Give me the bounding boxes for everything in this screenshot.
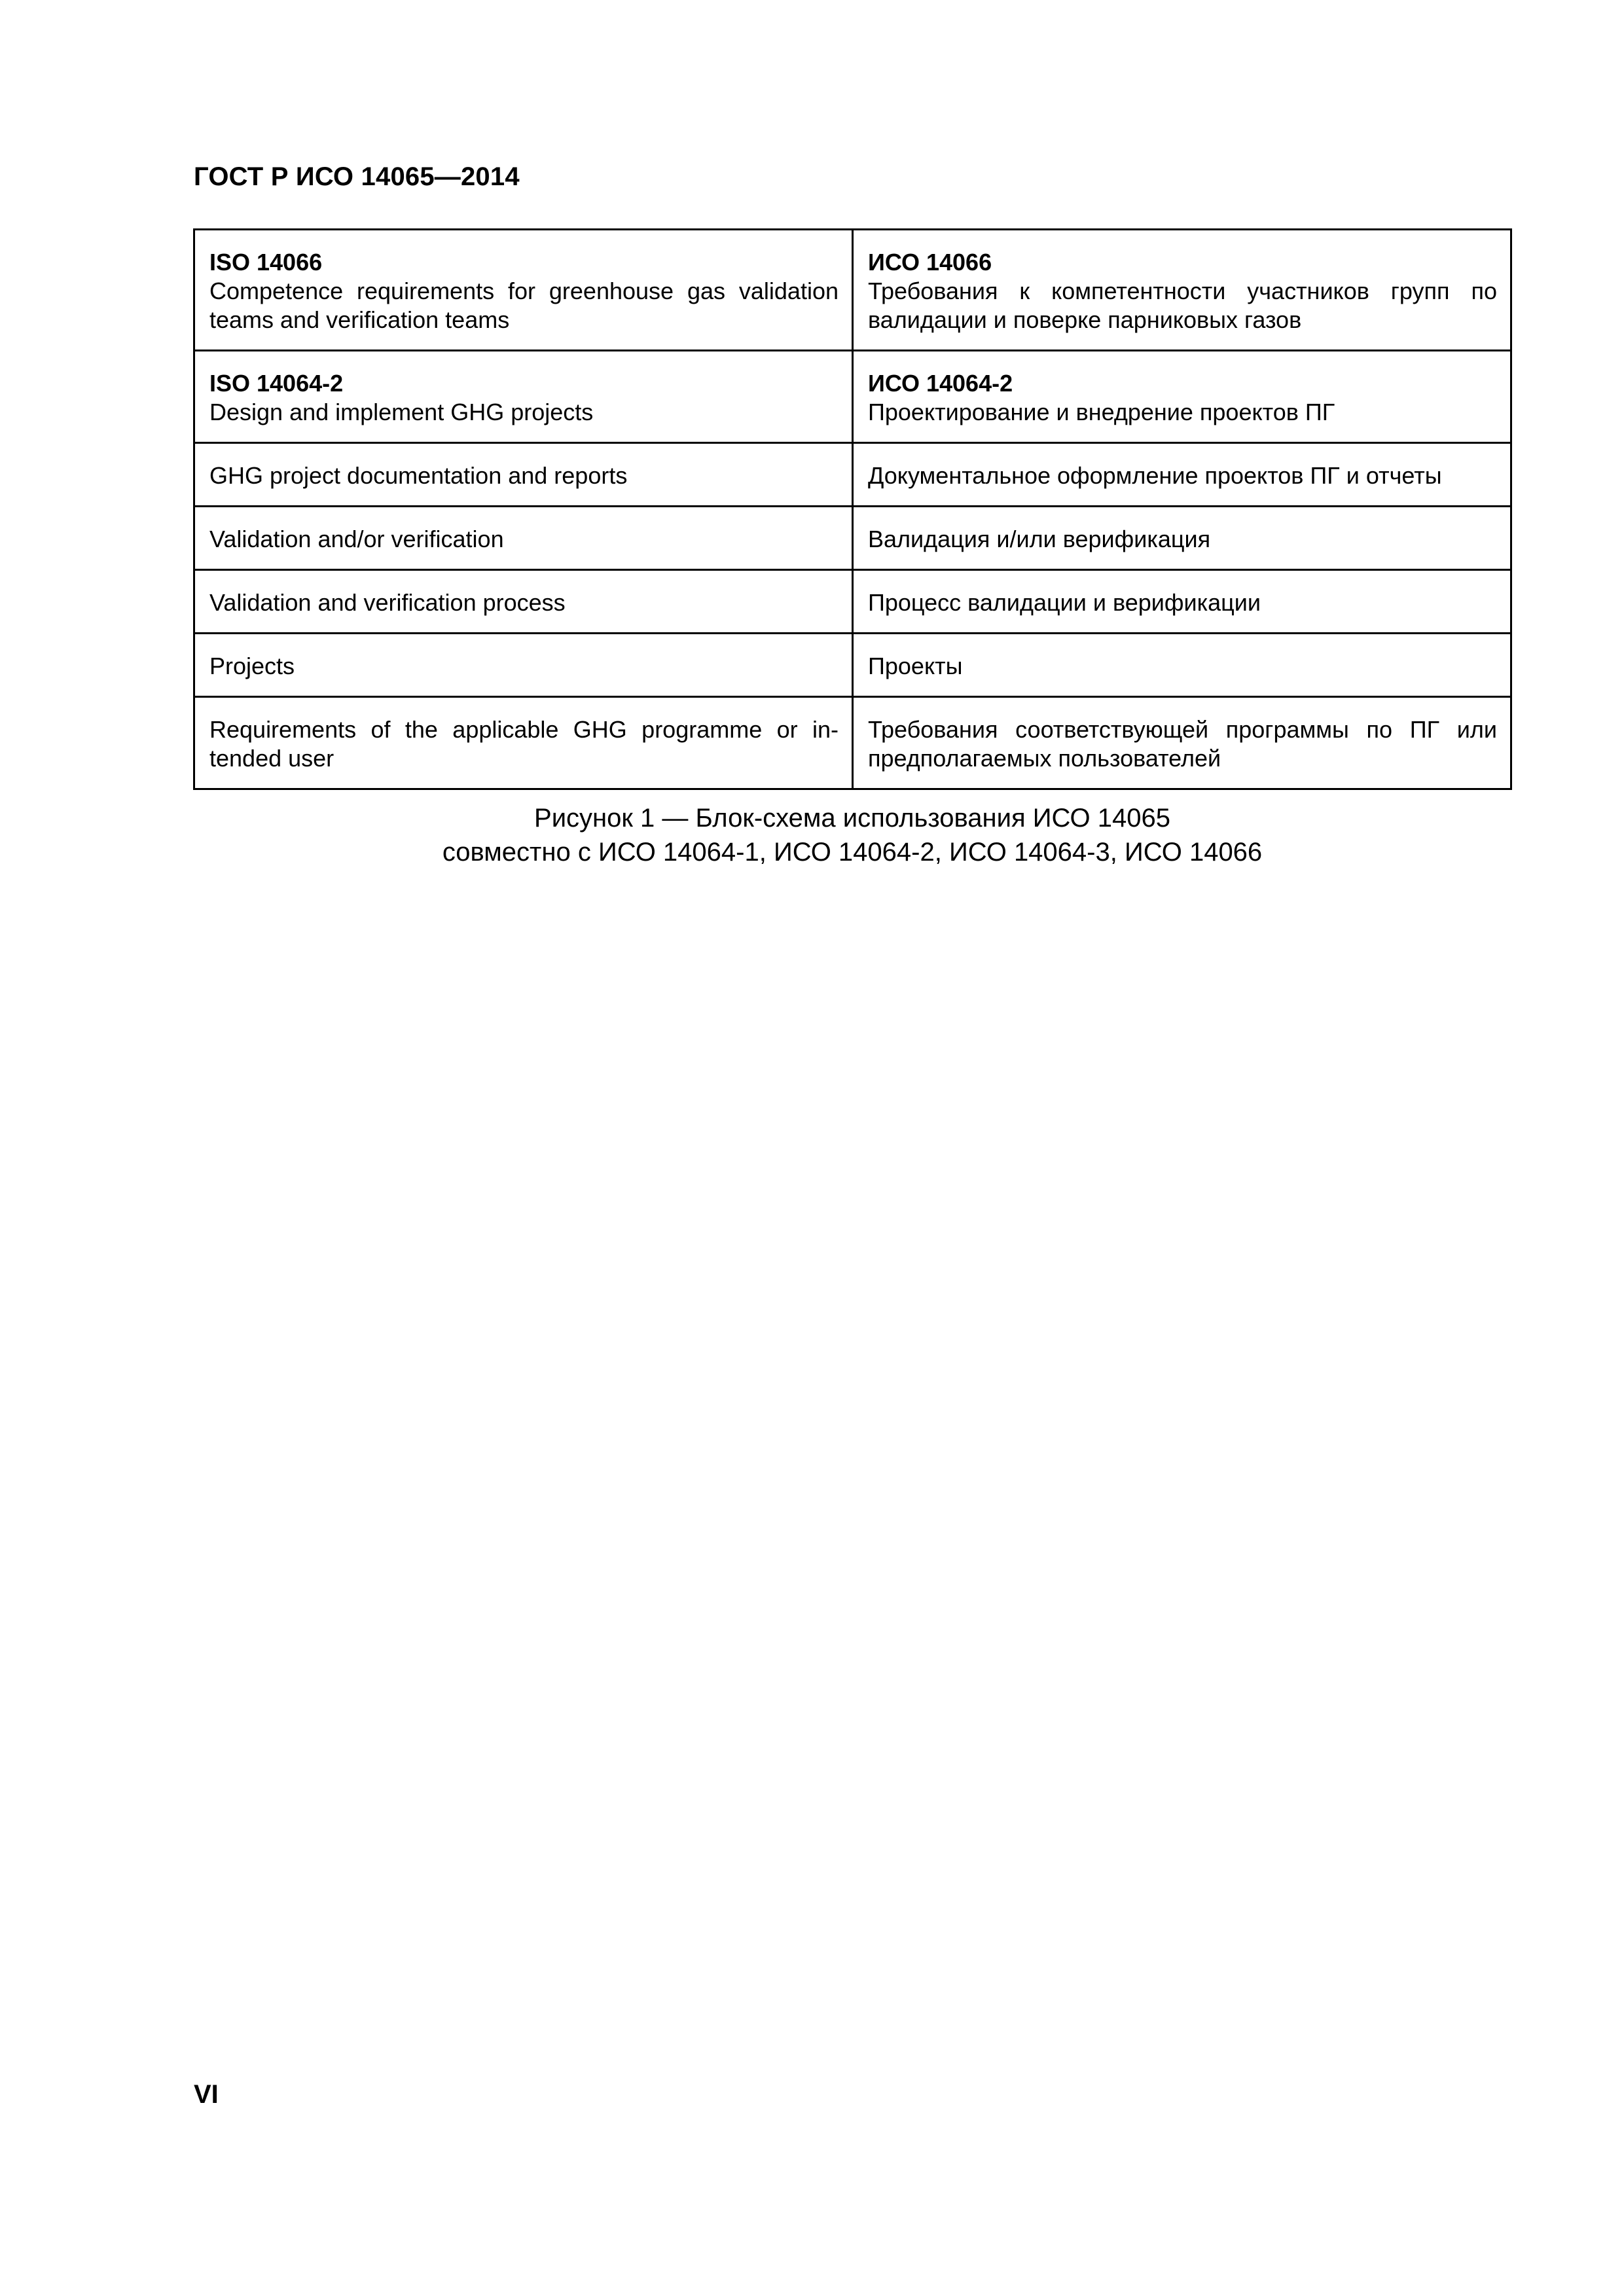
standard-code: ISO 14064-2: [209, 370, 344, 397]
term-text: GHG project documentation and reports: [209, 462, 628, 489]
term-text: Projects: [209, 653, 295, 679]
table-row: [194, 351, 1511, 443]
standard-code: ИСО 14064-2: [868, 370, 1013, 397]
english-cell: [194, 634, 853, 697]
russian-cell: [853, 230, 1511, 351]
term-text: Документальное оформление проектов ПГ и отчеты: [868, 462, 1442, 489]
table-row: [194, 697, 1511, 789]
term-text: Требования к компетентности участников групп по валидации и поверке парниковых газов: [868, 278, 1497, 333]
english-cell: [194, 570, 853, 634]
term-text: Процесс валидации и верификации: [868, 589, 1261, 616]
russian-cell: [853, 507, 1511, 570]
table-row: [194, 570, 1511, 634]
russian-cell: [853, 570, 1511, 634]
term-text: Validation and verification process: [209, 589, 566, 616]
term-text: Проекты: [868, 653, 963, 679]
table-row: [194, 443, 1511, 507]
english-cell: [194, 351, 853, 443]
russian-cell: [853, 351, 1511, 443]
english-cell: [194, 443, 853, 507]
term-text: Требования соответствующей программы по ПГ или предполагаемых пользователей: [868, 716, 1497, 772]
document-header: ГОСТ Р ИСО 14065—2014: [194, 162, 520, 191]
term-text: Design and implement GHG projects: [209, 399, 594, 425]
standard-code: ISO 14066: [209, 249, 323, 276]
english-cell: [194, 230, 853, 351]
term-text: Competence requirements for greenhouse gas validation teams and verification teams: [209, 278, 839, 333]
table-row: [194, 507, 1511, 570]
english-cell: [194, 697, 853, 789]
figure-caption-line-1: Рисунок 1 — Блок-схема использования ИСО 14065: [534, 804, 1170, 833]
page-number: VI: [194, 2080, 219, 2109]
term-text: Проектирование и внедрение проектов ПГ: [868, 399, 1335, 425]
table-row: [194, 230, 1511, 351]
term-text: Validation and/or verification: [209, 526, 504, 552]
russian-cell: [853, 697, 1511, 789]
terms-table: [193, 228, 1512, 790]
russian-cell: [853, 634, 1511, 697]
table-row: [194, 634, 1511, 697]
term-text: Валидация и/или верификация: [868, 526, 1211, 552]
figure-caption-line-2: совместно с ИСО 14064-1, ИСО 14064-2, ИСО 14064-3, ИСО 14066: [442, 838, 1263, 867]
standard-code: ИСО 14066: [868, 249, 992, 276]
term-text: Requirements of the applicable GHG programme or in-tended user: [209, 716, 839, 772]
english-cell: [194, 507, 853, 570]
russian-cell: [853, 443, 1511, 507]
